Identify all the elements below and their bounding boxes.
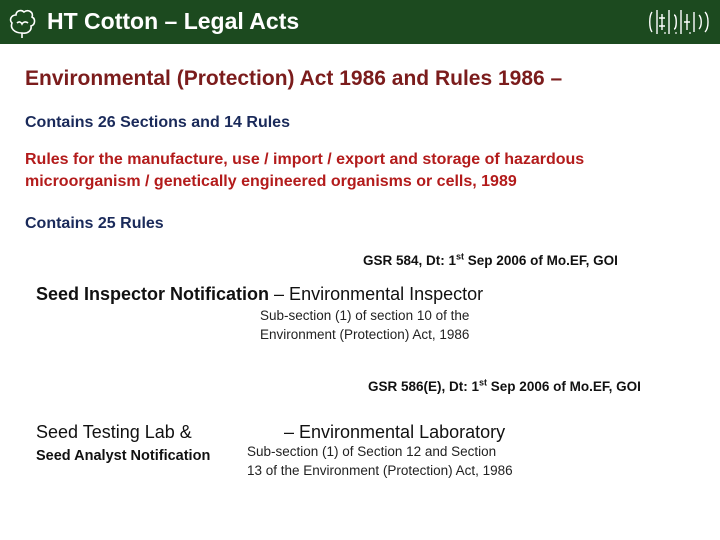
gsr-586-prefix: GSR 586(E), Dt: 1 [368,379,480,394]
gsr-586-reference [368,377,641,397]
seed-analyst-notification-label: Seed Analyst Notification [36,448,211,464]
seed-testing-lab-label: Seed Testing Lab & [36,422,192,442]
slide-title: HT Cotton – Legal Acts [47,8,300,34]
institute-logo [646,6,712,38]
cotton-boll-icon [5,5,39,39]
gsr-584-suffix: Sep 2006 of Mo.EF, GOI [464,253,618,268]
inspector-sub-line-1: Sub-section (1) of section 10 of the [260,308,470,323]
gsr-586-sup: st [479,377,488,388]
contains-sections-text: Contains 26 Sections and 14 Rules [25,114,290,131]
lab-sub-line-2: 13 of the Environment (Protection) Act, 1986 [247,463,513,478]
inspector-sub-section [260,306,469,344]
gsr-584-sup: st [456,251,465,262]
rules-title [25,149,705,193]
environmental-laboratory-label: – Environmental Laboratory [284,422,506,442]
contains-rules-text: Contains 25 Rules [25,215,164,232]
gsr-586-suffix: Sep 2006 of Mo.EF, GOI [487,379,641,394]
rules-title-line-2: microorganism / genetically engineered organisms or cells, 1989 [25,173,517,190]
title-bar [0,0,720,44]
act-title: Environmental (Protection) Act 1986 and Rules 1986 – [25,67,563,90]
inspector-sub-line-2: Environment (Protection) Act, 1986 [260,327,470,342]
environmental-inspector-label: – Environmental Inspector [269,284,484,304]
seed-inspector-label: Seed Inspector Notification [36,284,270,304]
lab-sub-section [247,442,513,480]
gsr-584-reference [363,251,618,271]
rules-title-line-1: Rules for the manufacture, use / import / export and storage of hazardous [25,151,585,168]
seed-inspector-notification [36,282,483,306]
lab-sub-line-1: Sub-section (1) of Section 12 and Section [247,444,497,459]
gsr-584-prefix: GSR 584, Dt: 1 [363,253,457,268]
